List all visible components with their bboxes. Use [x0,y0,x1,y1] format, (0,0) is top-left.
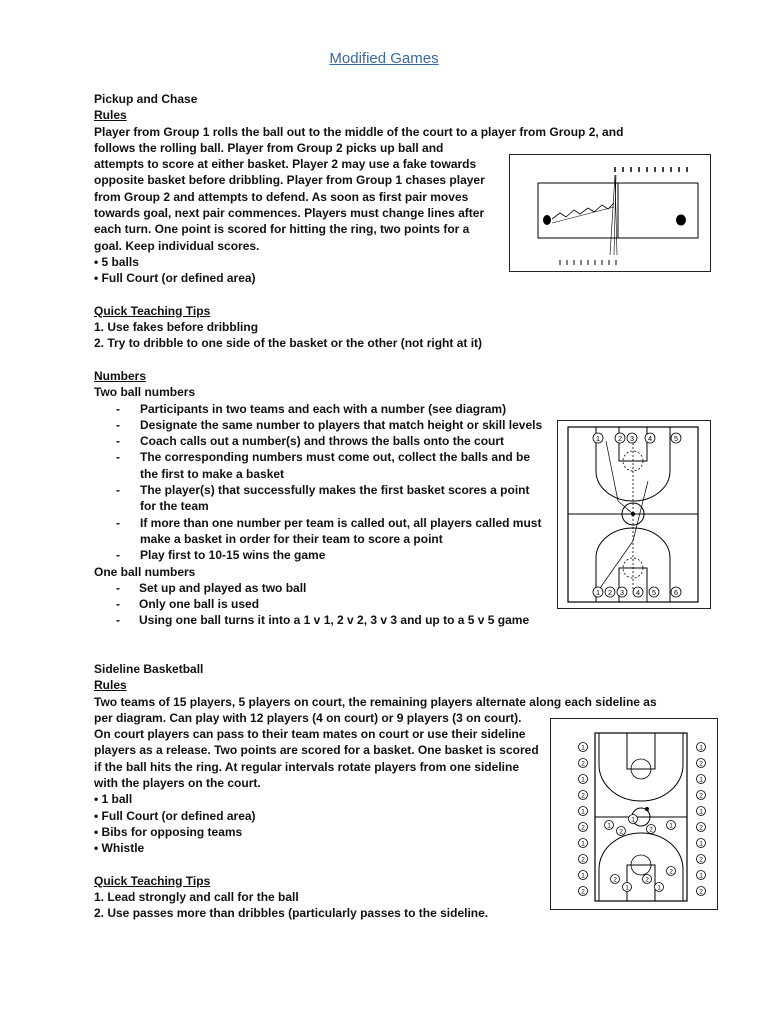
two-ball-item: - Coach calls out a number(s) and throws the balls onto the court [94,433,544,449]
numbers-top-player [593,433,603,443]
sideline-line: players as a release. Two points are scored for a basket. One basket is scored [94,743,539,758]
sideline-right-players [697,743,706,896]
svg-text:1: 1 [699,776,703,784]
sideline-left-player [579,807,588,816]
one-ball-item: - Using one ball turns it into a 1 v 1, 2 v 2, 3 v 3 and up to a 5 v 5 game [94,612,554,628]
svg-text:2: 2 [669,868,673,876]
one-ball-label: One ball numbers [94,564,196,579]
svg-text:2: 2 [581,792,585,800]
sideline-left-player [579,823,588,832]
sideline-court-player [623,883,632,892]
sideline-court-player [655,883,664,892]
numbers-bottom-players [593,587,681,597]
svg-text:2: 2 [613,876,617,884]
svg-text:1: 1 [581,744,585,752]
sideline-court-player [643,875,652,884]
svg-text:2: 2 [581,856,585,864]
svg-text:2: 2 [645,876,649,884]
sideline-court-player [605,821,614,830]
pickup-line: opposite basket before dribbling. Player from Group 1 chases player [94,173,485,188]
svg-text:1: 1 [625,884,629,892]
sideline-line: per diagram. Can play with 12 players (4 on court) or 9 players (3 on court). [94,710,522,725]
sideline-right-player [697,855,706,864]
svg-text:4: 4 [635,587,641,597]
pickup-equipment-item: • Full Court (or defined area) [94,270,654,286]
numbers-bottom-player [633,587,643,597]
svg-text:2: 2 [607,587,613,597]
sideline-right-player [697,759,706,768]
pickup-group-1-markers [615,167,687,172]
svg-text:1: 1 [657,884,661,892]
sideline-left-player [579,743,588,752]
two-ball-list [94,401,544,564]
pickup-tip: 2. Try to dribble to one side of the basket or the other (not right at it) [94,336,483,351]
svg-text:1: 1 [595,587,601,597]
numbers-diagram [557,420,711,609]
numbers-top-player [615,433,625,443]
sideline-left-player [579,871,588,880]
sideline-line: Two teams of 15 players, 5 players on court, the remaining players alternate along each sideline as [94,694,657,709]
numbers-bottom-player [671,587,681,597]
svg-text:3: 3 [629,433,635,443]
svg-text:1: 1 [699,872,703,880]
svg-text:2: 2 [699,856,703,864]
two-ball-item: - Play first to 10-15 wins the game [94,547,544,563]
pickup-right-basket [676,215,686,226]
pickup-line: Player from Group 1 rolls the ball out to the middle of the court to a player from Group 2, and [94,124,624,139]
pickup-rules-label: Rules [94,108,127,123]
sideline-court-player [667,821,676,830]
svg-text:5: 5 [651,587,657,597]
sideline-top-three-point [599,733,683,801]
sideline-tips-label: Quick Teaching Tips [94,873,211,888]
pickup-line: each turn. One point is scored for hitting the ring, two points for a [94,222,470,237]
sideline-left-player [579,791,588,800]
pickup-left-basket [543,215,551,225]
sideline-left-players [579,743,588,896]
numbers-bottom-player [649,587,659,597]
svg-text:1: 1 [631,816,635,824]
sideline-equipment-item: • Bibs for opposing teams [94,824,674,840]
one-ball-list [94,580,554,629]
numbers-top-player [671,433,681,443]
sideline-tip: 1. Lead strongly and call for the ball [94,889,299,904]
svg-text:1: 1 [581,872,585,880]
pickup-equipment-item: • 5 balls [94,254,654,270]
sideline-left-player [579,759,588,768]
two-ball-item: - The player(s) that successfully makes the first basket scores a point for the team [94,482,544,515]
svg-text:3: 3 [619,587,625,597]
svg-text:2: 2 [581,888,585,896]
sideline-court-player [647,825,656,834]
sideline-right-player [697,823,706,832]
numbers-section [94,368,544,629]
sideline-line: if the ball hits the ring. At regular intervals rotate players from one sideline [94,759,519,774]
svg-text:2: 2 [649,826,653,834]
sideline-line: with the players on the court. [94,776,261,791]
sideline-right-player [697,871,706,880]
sideline-court-player [629,815,638,824]
sideline-tip: 2. Use passes more than dribbles (particularly passes to the sideline. [94,906,489,921]
sideline-right-player [697,743,706,752]
page-title: Modified Games [329,50,439,67]
sideline-top-key [627,733,655,769]
sideline-ball [645,807,649,811]
svg-text:1: 1 [699,840,703,848]
pickup-tip: 1. Use fakes before dribbling [94,319,259,334]
sideline-equipment-item: • Whistle [94,840,674,856]
one-ball-item: - Set up and played as two ball [94,580,554,596]
svg-text:2: 2 [619,828,623,836]
pickup-line: attempts to score at either basket. Player 2 may use a fake towards [94,157,477,172]
pickup-chase-diagram [509,154,711,272]
numbers-bottom-player [593,587,603,597]
svg-text:2: 2 [581,760,585,768]
pickup-line: from Group 2 and attempts to defend. As soon as first pair moves [94,189,469,204]
sideline-equipment-item: • Full Court (or defined area) [94,808,674,824]
numbers-bottom-player [605,587,615,597]
sideline-equipment-item: • 1 ball [94,791,674,807]
sideline-left-player [579,855,588,864]
svg-text:2: 2 [699,760,703,768]
svg-text:1: 1 [581,808,585,816]
two-ball-item: - Participants in two teams and each with a number (see diagram) [94,401,544,417]
svg-text:1: 1 [581,840,585,848]
svg-text:4: 4 [647,433,653,443]
svg-text:5: 5 [673,433,679,443]
sideline-left-player [579,839,588,848]
svg-text:2: 2 [699,792,703,800]
pickup-heading: Pickup and Chase [94,92,198,106]
svg-text:1: 1 [581,776,585,784]
two-ball-item: - The corresponding numbers must come out, collect the balls and be the first to make a basket [94,449,544,482]
two-ball-item: - If more than one number per team is called out, all players called must make a basket in order for their team to score a point [94,515,544,548]
sideline-court-player [667,867,676,876]
sideline-bottom-key [627,865,655,901]
two-ball-label: Two ball numbers [94,385,196,400]
pickup-line: towards goal, next pair commences. Players must change lines after [94,206,485,221]
svg-text:2: 2 [699,888,703,896]
numbers-top-player [627,433,637,443]
sideline-left-player [579,887,588,896]
pickup-chase-path [552,207,614,223]
sideline-right-player [697,775,706,784]
pickup-tips-label: Quick Teaching Tips [94,303,211,318]
pickup-line: follows the rolling ball. Player from Group 2 picks up ball and [94,140,444,155]
svg-text:1: 1 [607,822,611,830]
sideline-right-player [697,839,706,848]
svg-text:1: 1 [699,744,703,752]
sideline-rules-label: Rules [94,678,127,693]
sideline-right-player [697,791,706,800]
svg-text:1: 1 [595,433,601,443]
numbers-heading: Numbers [94,369,147,383]
sideline-diagram [550,718,718,910]
sideline-right-player [697,887,706,896]
svg-text:2: 2 [581,824,585,832]
numbers-ball [631,512,635,516]
sideline-court-player [617,827,626,836]
pickup-line: goal. Keep individual scores. [94,238,260,253]
numbers-top-player [645,433,655,443]
numbers-bottom-player [617,587,627,597]
one-ball-item: - Only one ball is used [94,596,554,612]
sideline-court-player [611,875,620,884]
two-ball-item: - Designate the same number to players that match height or skill levels [94,417,544,433]
svg-text:6: 6 [673,587,679,597]
svg-text:2: 2 [699,824,703,832]
pickup-group-2-markers [560,260,616,265]
svg-text:2: 2 [617,433,623,443]
sideline-right-player [697,807,706,816]
sideline-line: On court players can pass to their team mates on court or use their sideline [94,727,526,742]
sideline-left-player [579,775,588,784]
svg-text:1: 1 [669,822,673,830]
sideline-heading: Sideline Basketball [94,662,204,676]
svg-text:1: 1 [699,808,703,816]
pickup-dribble-path [552,203,614,219]
